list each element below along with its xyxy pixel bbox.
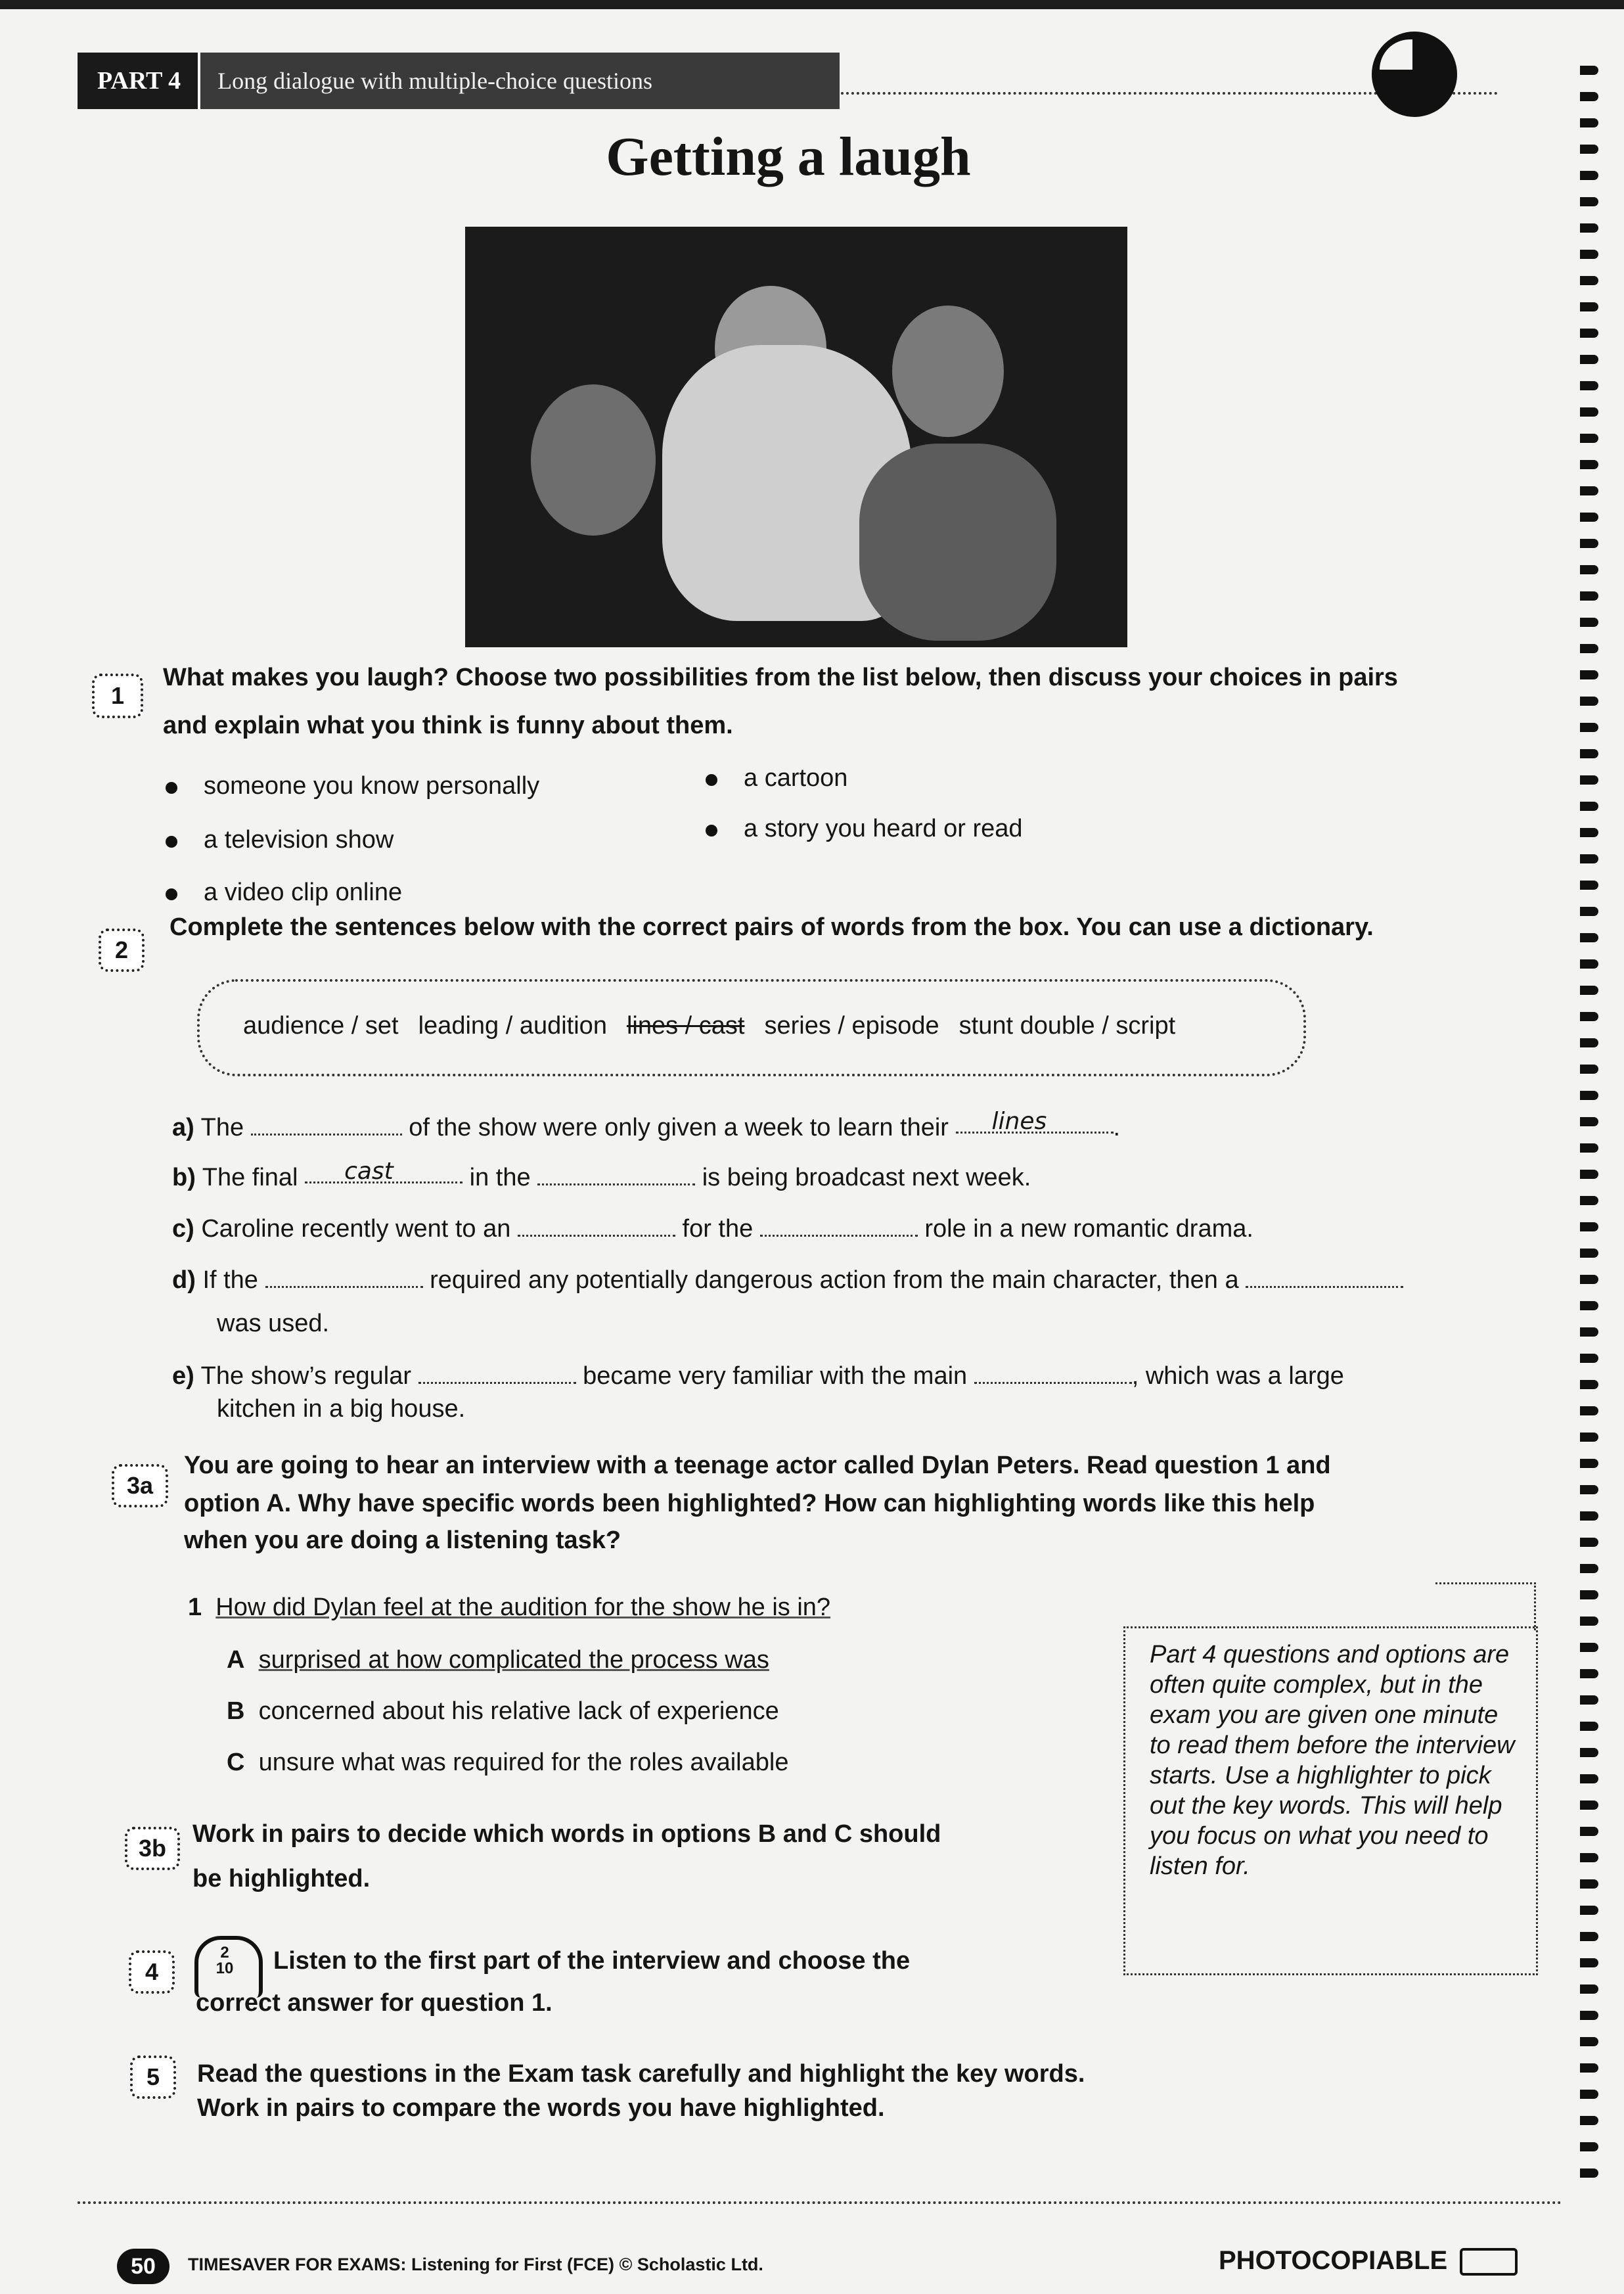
- q4-line2: correct answer for question 1.: [196, 1989, 553, 2017]
- spiral-coil: [1580, 1564, 1598, 1573]
- option-b: B concerned about his relative lack of experience: [227, 1697, 779, 1725]
- spiral-coil: [1580, 1748, 1598, 1757]
- spiral-coil: [1580, 1406, 1598, 1415]
- spiral-coil: [1580, 1354, 1598, 1363]
- photocopiable-label: PHOTOCOPIABLE: [1219, 2246, 1518, 2276]
- q1-text-line1: What makes you laugh? Choose two possibilities from the list below, then discuss your choices in pairs: [163, 664, 1398, 691]
- spiral-coil: [1580, 591, 1598, 601]
- spiral-coil: [1580, 250, 1598, 259]
- spiral-coil: [1580, 381, 1598, 390]
- sentence-e: e) The show’s regular became very familiar with the main , which was a large: [172, 1362, 1344, 1390]
- word-pair-crossed: lines / cast: [626, 1012, 745, 1040]
- track-number: 2 10: [215, 1944, 234, 1977]
- word-pair: series / episode: [764, 1012, 939, 1040]
- spiral-coil: [1580, 1853, 1598, 1862]
- spiral-coil: [1580, 1380, 1598, 1389]
- word-box-items: [243, 1012, 1175, 1040]
- spiral-coil: [1580, 1222, 1598, 1231]
- footer-credit: TIMESAVER FOR EXAMS: Listening for First (FCE) © Scholastic Ltd.: [188, 2255, 763, 2274]
- spiral-coil: [1580, 1275, 1598, 1284]
- spiral-coil: [1580, 1538, 1598, 1547]
- spiral-coil: [1580, 854, 1598, 863]
- q3a-line2: option A. Why have specific words been highlighted? How can highlighting words like this help: [184, 1490, 1315, 1517]
- spiral-coil: [1580, 1932, 1598, 1941]
- q3a-line3: when you are doing a listening task?: [184, 1526, 621, 1554]
- sentence-a: a) The of the show were only given a week to learn their lines .: [172, 1108, 1121, 1141]
- spiral-coil: [1580, 1827, 1598, 1836]
- spiral-coil: [1580, 802, 1598, 811]
- spiral-coil: [1580, 1774, 1598, 1783]
- handwritten-answer: lines: [991, 1108, 1047, 1135]
- tip-text: Part 4 questions and options are often quite complex, but in the exam you are given one minute to read them before the interview starts. Use a highlighter to pick out the key words. This will help you focus on what you need to listen for.: [1150, 1641, 1515, 1880]
- spiral-coil: [1580, 329, 1598, 338]
- spiral-coil: [1580, 276, 1598, 285]
- spiral-coil: [1580, 959, 1598, 969]
- audience-photo: [465, 227, 1127, 647]
- spiral-coil: [1580, 697, 1598, 706]
- spiral-coil: [1580, 1170, 1598, 1179]
- spiral-coil: [1580, 828, 1598, 837]
- spiral-coil: [1580, 2011, 1598, 2020]
- spiral-coil: [1580, 145, 1598, 154]
- q1-option: a story you heard or read: [744, 812, 1023, 846]
- scan-edge: [0, 0, 1624, 9]
- spiral-coil: [1580, 1196, 1598, 1205]
- q1-option: someone you know personally: [204, 769, 539, 803]
- spiral-coil: [1580, 355, 1598, 364]
- spiral-coil: [1580, 907, 1598, 916]
- q1-option: a cartoon: [744, 761, 847, 795]
- spiral-coil: [1580, 1984, 1598, 1994]
- spiral-coil: [1580, 1617, 1598, 1626]
- footer-divider: [78, 2201, 1562, 2204]
- spiral-coil: [1580, 92, 1598, 101]
- spiral-coil: [1580, 171, 1598, 180]
- spiral-coil: [1580, 565, 1598, 574]
- spiral-coil: [1580, 749, 1598, 758]
- sentence-d: d) If the required any potentially dangerous action from the main character, then a: [172, 1263, 1403, 1297]
- spiral-coil: [1580, 1879, 1598, 1889]
- spiral-coil: [1580, 2142, 1598, 2151]
- spiral-coil: [1580, 1643, 1598, 1652]
- option-a: A surprised at how complicated the process was: [227, 1646, 769, 1674]
- word-pair: stunt double / script: [959, 1012, 1176, 1040]
- spiral-coil: [1580, 2090, 1598, 2099]
- word-pair: audience / set: [243, 1012, 399, 1040]
- question-number-5: 5: [130, 2055, 176, 2099]
- spiral-coil: [1580, 986, 1598, 995]
- spiral-coil: [1580, 118, 1598, 127]
- spiral-coil: [1580, 1038, 1598, 1047]
- spiral-coil: [1580, 1301, 1598, 1310]
- q5-line2: Work in pairs to compare the words you have highlighted.: [197, 2094, 885, 2122]
- spiral-coil: [1580, 723, 1598, 732]
- spiral-coil: [1580, 1958, 1598, 1967]
- spiral-coil: [1580, 1012, 1598, 1021]
- spiral-coil: [1580, 1695, 1598, 1705]
- spiral-coil: [1580, 1327, 1598, 1337]
- part-label: PART 4: [78, 53, 198, 109]
- spiral-coil: [1580, 1669, 1598, 1678]
- sentence-b: b) The final cast in the is being broadcast next week.: [172, 1158, 1031, 1191]
- question-number-3b: 3b: [125, 1827, 180, 1870]
- spiral-coil: [1580, 66, 1598, 75]
- q1-option: a video clip online: [204, 875, 402, 909]
- spiral-coil: [1580, 2063, 1598, 2073]
- spiral-coil: [1580, 1485, 1598, 1494]
- spiral-coil: [1580, 407, 1598, 417]
- spiral-coil: [1580, 1801, 1598, 1810]
- sentence-e-cont: kitchen in a big house.: [217, 1395, 466, 1423]
- q2-text: Complete the sentences below with the correct pairs of words from the box. You can use a dictionary.: [169, 913, 1374, 941]
- spiral-coil: [1580, 2116, 1598, 2125]
- photocopy-icon: [1460, 2248, 1518, 2276]
- spiral-coil: [1580, 1511, 1598, 1521]
- question-number-4: 4: [129, 1950, 175, 1994]
- spiral-coil: [1580, 197, 1598, 206]
- word-pair: leading / audition: [418, 1012, 607, 1040]
- q4-line1: Listen to the first part of the interview and choose the: [273, 1947, 911, 1975]
- spiral-coil: [1580, 1433, 1598, 1442]
- spiral-coil: [1580, 1065, 1598, 1074]
- question-number-3a: 3a: [112, 1464, 168, 1507]
- spiral-coil: [1580, 2037, 1598, 2046]
- question-number-1: 1: [92, 674, 143, 718]
- spiral-coil: [1580, 1459, 1598, 1468]
- part-title: Long dialogue with multiple-choice questions: [198, 53, 840, 109]
- spiral-coil: [1580, 2168, 1598, 2178]
- part-header: [78, 53, 840, 109]
- spiral-coil: [1580, 933, 1598, 942]
- q3a-line1: You are going to hear an interview with a teenage actor called Dylan Peters. Read question 1 and: [184, 1452, 1331, 1479]
- spiral-coil: [1580, 1722, 1598, 1731]
- q5-line1: Read the questions in the Exam task carefully and highlight the key words.: [197, 2060, 1085, 2088]
- spiral-coil: [1580, 1117, 1598, 1126]
- sample-question: 1 How did Dylan feel at the audition for the show he is in?: [188, 1594, 831, 1621]
- handwritten-answer: cast: [344, 1158, 394, 1185]
- page-title: Getting a laugh: [606, 126, 971, 187]
- q1-option: a television show: [204, 823, 394, 857]
- spiral-coil: [1580, 434, 1598, 443]
- spiral-binding: [1573, 39, 1613, 2208]
- spiral-coil: [1580, 644, 1598, 653]
- spiral-coil: [1580, 223, 1598, 233]
- q1-text-line2: and explain what you think is funny about them.: [163, 712, 733, 739]
- spiral-coil: [1580, 775, 1598, 785]
- clock-icon: [1372, 32, 1457, 117]
- spiral-coil: [1580, 1906, 1598, 1915]
- spiral-coil: [1580, 513, 1598, 522]
- tip-box-corner: [1435, 1582, 1536, 1630]
- spiral-coil: [1580, 460, 1598, 469]
- spiral-coil: [1580, 1143, 1598, 1153]
- spiral-coil: [1580, 302, 1598, 311]
- q3b-line1: Work in pairs to decide which words in options B and C should: [192, 1820, 941, 1848]
- spiral-coil: [1580, 670, 1598, 679]
- q3b-line2: be highlighted.: [192, 1865, 371, 1893]
- sentence-c: c) Caroline recently went to an for the role in a new romantic drama.: [172, 1215, 1253, 1243]
- page-number: 50: [117, 2249, 169, 2284]
- sentence-d-cont: was used.: [217, 1310, 330, 1337]
- spiral-coil: [1580, 881, 1598, 890]
- spiral-coil: [1580, 1590, 1598, 1599]
- spiral-coil: [1580, 618, 1598, 627]
- option-c: C unsure what was required for the roles available: [227, 1749, 789, 1776]
- spiral-coil: [1580, 486, 1598, 495]
- question-number-2: 2: [99, 929, 145, 972]
- spiral-coil: [1580, 539, 1598, 548]
- spiral-coil: [1580, 1249, 1598, 1258]
- spiral-coil: [1580, 1091, 1598, 1100]
